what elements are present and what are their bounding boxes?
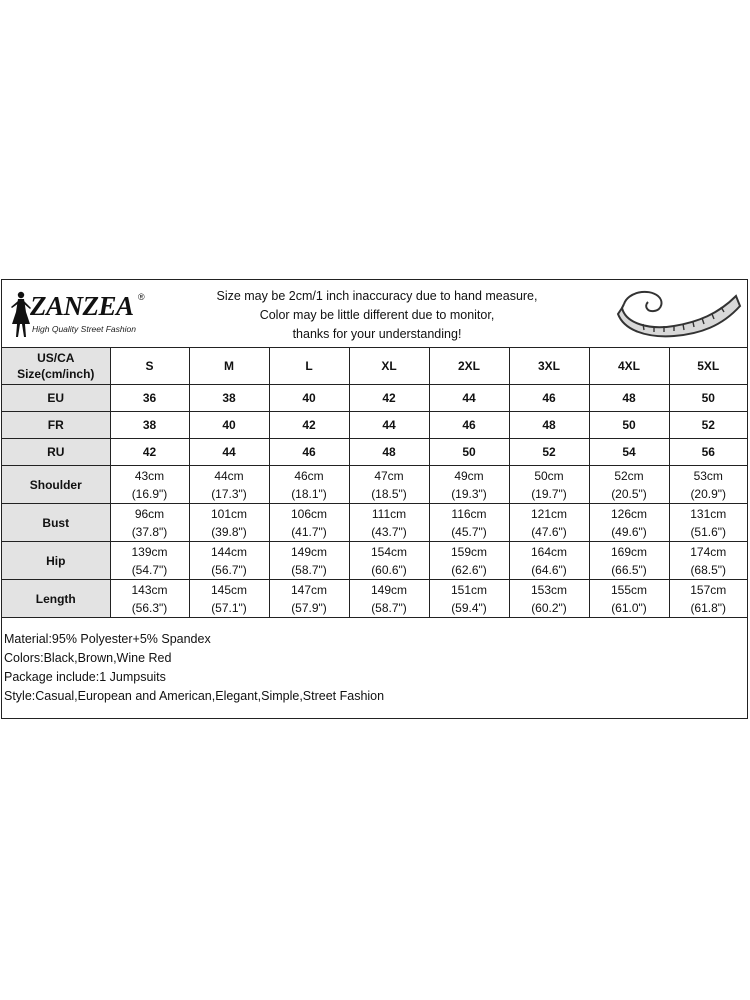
- cm-value: 111cm: [371, 506, 407, 521]
- material-text: Material:95% Polyester+5% Spandex: [4, 632, 211, 646]
- inch-value: (64.6"): [531, 562, 567, 577]
- cm-value: 154cm: [370, 544, 408, 559]
- cm-value: 153cm: [530, 582, 568, 597]
- inch-value: (58.7"): [291, 562, 327, 577]
- table-cell: [349, 542, 429, 580]
- row-header-fr: FR: [2, 412, 110, 439]
- inch-value: (59.4"): [451, 600, 487, 615]
- inch-value: (39.8"): [211, 524, 247, 539]
- inch-value: (60.6"): [371, 562, 407, 577]
- corner-line-1: US/CA: [37, 351, 75, 365]
- table-cell: [110, 580, 189, 618]
- table-cell: 50: [429, 439, 509, 466]
- inch-value: (51.6"): [690, 524, 727, 539]
- table-cell: [589, 504, 669, 542]
- cm-value: 174cm: [690, 544, 727, 559]
- inch-value: (41.7"): [291, 524, 327, 539]
- table-cell: [509, 542, 589, 580]
- table-cell: 42: [110, 439, 189, 466]
- table-cell: [189, 542, 269, 580]
- cm-value: 121cm: [530, 506, 568, 521]
- cm-value: 149cm: [290, 544, 328, 559]
- table-cell: [269, 466, 349, 504]
- table-row: [2, 580, 747, 618]
- cm-value: 151cm: [450, 582, 488, 597]
- table-cell: 42: [349, 385, 429, 412]
- table-cell: [589, 466, 669, 504]
- table-cell: 46: [269, 439, 349, 466]
- table-row: [2, 466, 747, 504]
- cm-value: 126cm: [610, 506, 648, 521]
- cm-value: 159cm: [450, 544, 488, 559]
- cm-value: 131cm: [690, 506, 727, 521]
- chart-header: [2, 280, 747, 347]
- table-cell: 42: [269, 412, 349, 439]
- table-cell: 38: [110, 412, 189, 439]
- inch-value: (47.6"): [531, 524, 567, 539]
- size-label: S: [110, 348, 189, 385]
- cm-value: 143cm: [131, 582, 168, 597]
- inch-value: (68.5"): [690, 562, 727, 577]
- inch-value: (54.7"): [131, 562, 168, 577]
- brand-logo: [6, 288, 156, 344]
- inch-value: (20.5"): [611, 486, 647, 501]
- table-cell: 48: [349, 439, 429, 466]
- table-cell: [429, 504, 509, 542]
- table-cell: [189, 504, 269, 542]
- inch-value: (49.6"): [611, 524, 647, 539]
- table-cell: 52: [509, 439, 589, 466]
- cm-value: 101cm: [210, 506, 248, 521]
- table-cell: 40: [269, 385, 349, 412]
- cm-value: 44cm: [214, 468, 244, 483]
- table-cell: 48: [509, 412, 589, 439]
- table-cell: 50: [589, 412, 669, 439]
- table-cell: [429, 580, 509, 618]
- table-cell: [110, 542, 189, 580]
- inch-value: (17.3"): [211, 486, 247, 501]
- size-table: [2, 347, 747, 618]
- cm-value: 157cm: [690, 582, 727, 597]
- table-cell: 44: [189, 439, 269, 466]
- table-cell: 52: [669, 412, 747, 439]
- row-header-hip: Hip: [2, 542, 110, 580]
- table-cell: [669, 504, 747, 542]
- size-label: XL: [349, 348, 429, 385]
- table-cell: 44: [429, 385, 509, 412]
- brand-tagline: High Quality Street Fashion: [32, 324, 136, 334]
- cm-value: 46cm: [294, 468, 324, 483]
- measurement-notice: [162, 287, 592, 344]
- notice-line-3: thanks for your understanding!: [292, 327, 462, 341]
- table-cell: [509, 466, 589, 504]
- cm-value: 155cm: [610, 582, 648, 597]
- table-cell: [509, 504, 589, 542]
- colors-text: Colors:Black,Brown,Wine Red: [4, 651, 172, 665]
- table-row: [2, 412, 747, 439]
- inch-value: (37.8"): [131, 524, 168, 539]
- inch-value: (18.5"): [371, 486, 407, 501]
- inch-value: (56.3"): [131, 600, 168, 615]
- table-cell: [110, 466, 189, 504]
- cm-value: 106cm: [290, 506, 328, 521]
- table-cell: 46: [429, 412, 509, 439]
- table-cell: [349, 466, 429, 504]
- inch-value: (61.0"): [611, 600, 647, 615]
- cm-value: 169cm: [610, 544, 648, 559]
- cm-value: 49cm: [454, 468, 484, 483]
- inch-value: (56.7"): [211, 562, 247, 577]
- size-label: 4XL: [589, 348, 669, 385]
- inch-value: (20.9"): [690, 486, 727, 501]
- row-header-shoulder: Shoulder: [2, 466, 110, 504]
- cm-value: 139cm: [131, 544, 168, 559]
- table-cell: [669, 466, 747, 504]
- table-cell: 36: [110, 385, 189, 412]
- table-cell: [349, 504, 429, 542]
- registered-mark: ®: [138, 292, 145, 302]
- inch-value: (60.2"): [531, 600, 567, 615]
- table-cell: 56: [669, 439, 747, 466]
- table-cell: [110, 504, 189, 542]
- table-cell: 50: [669, 385, 747, 412]
- table-cell: 44: [349, 412, 429, 439]
- table-cell: [589, 542, 669, 580]
- table-cell: [269, 542, 349, 580]
- table-cell: 46: [509, 385, 589, 412]
- table-row: [2, 542, 747, 580]
- inch-value: (57.1"): [211, 600, 247, 615]
- table-row: [2, 439, 747, 466]
- corner-header: [2, 348, 110, 385]
- table-cell: 40: [189, 412, 269, 439]
- product-info: [4, 630, 384, 706]
- cm-value: 52cm: [614, 468, 644, 483]
- row-header-eu: EU: [2, 385, 110, 412]
- cm-value: 43cm: [134, 468, 165, 483]
- inch-value: (61.8"): [690, 600, 727, 615]
- table-cell: [669, 580, 747, 618]
- table-cell: 54: [589, 439, 669, 466]
- table-cell: 38: [189, 385, 269, 412]
- cm-value: 147cm: [290, 582, 328, 597]
- table-cell: [269, 580, 349, 618]
- size-label: M: [189, 348, 269, 385]
- cm-value: 164cm: [530, 544, 568, 559]
- cm-value: 50cm: [534, 468, 564, 483]
- table-cell: [509, 580, 589, 618]
- size-chart-card: [1, 279, 748, 719]
- cm-value: 116cm: [451, 506, 487, 521]
- table-cell: [429, 542, 509, 580]
- inch-value: (62.6"): [451, 562, 487, 577]
- inch-value: (58.7"): [371, 600, 407, 615]
- inch-value: (16.9"): [131, 486, 168, 501]
- corner-line-2: Size(cm/inch): [17, 367, 95, 381]
- row-header-bust: Bust: [2, 504, 110, 542]
- measuring-tape-icon: [614, 284, 742, 342]
- table-row: [2, 385, 747, 412]
- table-cell: 48: [589, 385, 669, 412]
- style-text: Style:Casual,European and American,Elegant,Simple,Street Fashion: [4, 689, 385, 703]
- size-label: L: [269, 348, 349, 385]
- table-cell: [589, 580, 669, 618]
- inch-value: (57.9"): [291, 600, 327, 615]
- cm-value: 145cm: [210, 582, 248, 597]
- cm-value: 149cm: [370, 582, 408, 597]
- notice-line-2: Color may be little different due to monitor,: [259, 308, 495, 322]
- size-label: 2XL: [429, 348, 509, 385]
- inch-value: (43.7"): [371, 524, 407, 539]
- table-cell: [189, 466, 269, 504]
- inch-value: (19.7"): [531, 486, 567, 501]
- inch-value: (66.5"): [611, 562, 647, 577]
- size-label: 3XL: [509, 348, 589, 385]
- package-text: Package include:1 Jumpsuits: [4, 670, 166, 684]
- inch-value: (19.3"): [451, 486, 487, 501]
- table-cell: [189, 580, 269, 618]
- row-header-ru: RU: [2, 439, 110, 466]
- size-header-row: [2, 348, 747, 385]
- size-label: 5XL: [669, 348, 747, 385]
- inch-value: (18.1"): [291, 486, 327, 501]
- table-row: [2, 504, 747, 542]
- row-header-length: Length: [2, 580, 110, 618]
- cm-value: 144cm: [210, 544, 248, 559]
- notice-line-1: Size may be 2cm/1 inch inaccuracy due to hand measure,: [216, 289, 538, 303]
- cm-value: 96cm: [134, 506, 165, 521]
- inch-value: (45.7"): [451, 524, 487, 539]
- table-cell: [669, 542, 747, 580]
- table-cell: [429, 466, 509, 504]
- table-cell: [269, 504, 349, 542]
- cm-value: 47cm: [374, 468, 404, 483]
- table-cell: [349, 580, 429, 618]
- brand-name: ZANZEA: [30, 291, 134, 321]
- cm-value: 53cm: [693, 468, 723, 483]
